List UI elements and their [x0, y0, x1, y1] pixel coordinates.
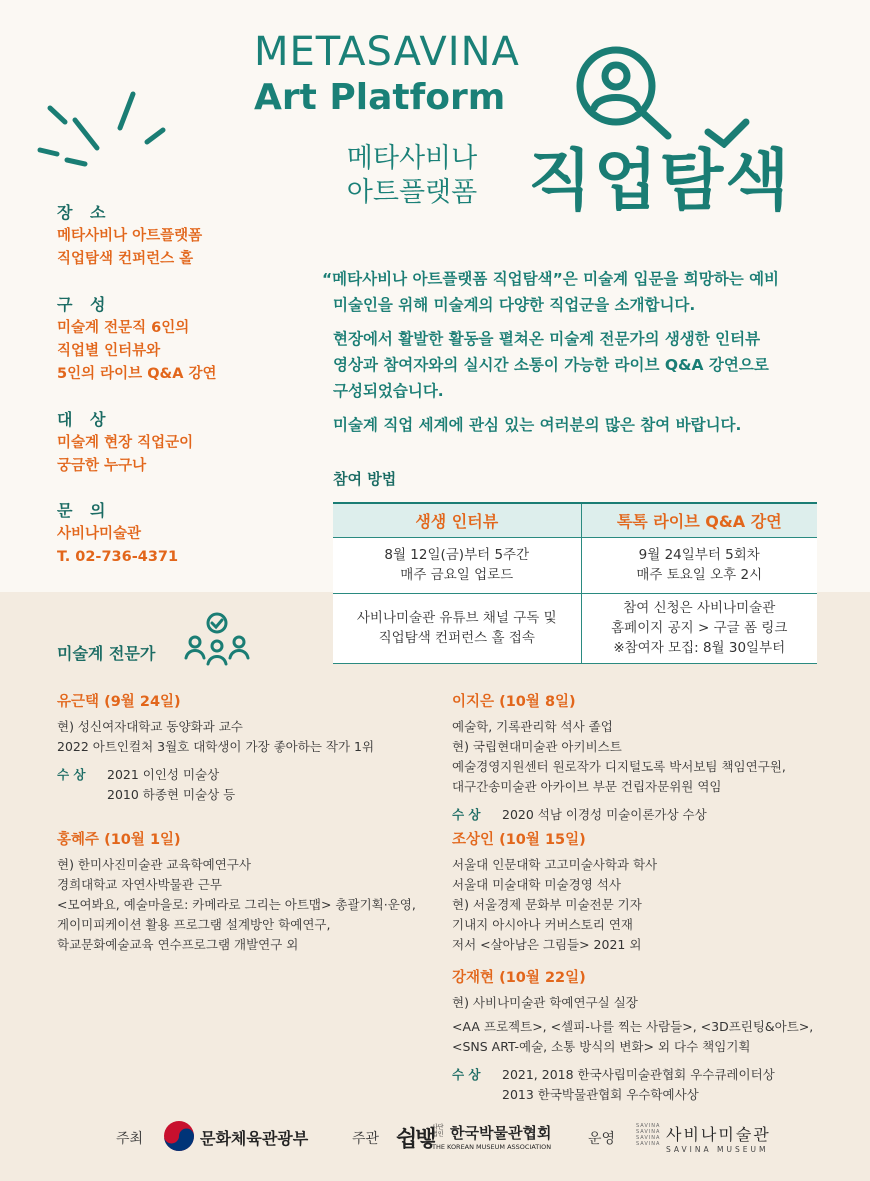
bio-line: <SNS ART-예술, 소통 방식의 변화> 외 다수 책임기획 [452, 1039, 751, 1054]
bio-line: <모여봐요, 예술마을로: 카메라로 그리는 아트맵> 총괄기획·운영, [57, 897, 416, 912]
method-table [333, 502, 817, 664]
expert-hong [57, 828, 447, 955]
intro-line: 구성되었습니다. [333, 382, 444, 400]
brand-line2: Art Platform [254, 77, 506, 118]
info-heading: 대 상 [57, 410, 112, 429]
op-name: 사비나미술관 [666, 1125, 771, 1144]
expert-bio [57, 717, 437, 757]
bio-line: <AA 프로젝트>, <셀피-나를 찍는 사람들>, <3D프린팅&아트>, [452, 1019, 814, 1034]
expert-award [452, 805, 852, 825]
method-cell [581, 537, 817, 593]
subtitle-line1: 메타사비나 [346, 143, 478, 174]
expert-bio [57, 855, 447, 955]
info-heading: 문 의 [57, 501, 112, 520]
info-contact [57, 498, 178, 569]
people-group-icon [183, 612, 251, 670]
method-title: 참여 방법 [333, 470, 397, 488]
cell-line: 매주 금요일 업로드 [400, 567, 514, 583]
award-label: 수 상 [452, 807, 481, 822]
intro-line: 영상과 참여자와의 실시간 소통이 가능한 라이브 Q&A 강연으로 [333, 356, 769, 374]
sparkle-lines-icon [35, 90, 175, 170]
method-cell [333, 537, 581, 593]
expert-name: 강재현 (10월 22일) [452, 970, 586, 986]
expert-name: 유근택 (9월 24일) [57, 694, 181, 710]
main-title: 직업탐색 [528, 142, 792, 219]
info-composition [57, 292, 216, 386]
info-line: 미술계 현장 직업군이 [57, 435, 194, 451]
info-text [57, 523, 178, 569]
info-line: 5인의 라이브 Q&A 강연 [57, 366, 217, 382]
org-english: THE KOREAN MUSEUM ASSOCIATION [432, 1143, 552, 1151]
expert-kang [452, 966, 862, 1105]
bio-line: 예술학, 기록관리학 석사 졸업 [452, 719, 613, 734]
info-target [57, 407, 193, 478]
method-row [333, 537, 817, 593]
method-header-row [333, 503, 817, 537]
method-col-live: 톡톡 라이브 Q&A 강연 [581, 503, 817, 537]
info-line: 미술계 전문직 6인의 [57, 320, 190, 336]
intro-line: 미술인을 위해 미술계의 다양한 직업군을 소개합니다. [333, 296, 696, 314]
bio-line: 현) 사비나미술관 학예연구실 실장 [452, 995, 638, 1010]
kma-logo: 쉽뱋 [396, 1127, 435, 1152]
info-text [57, 432, 193, 478]
experts-title: 미술계 전문가 [57, 644, 156, 663]
bio-line: 게이미피케이션 활용 프로그램 설계방안 학예연구, [57, 917, 331, 932]
expert-cho [452, 828, 852, 955]
info-line: 직업별 인터뷰와 [57, 343, 161, 359]
info-location [57, 200, 202, 271]
cell-line: 8월 12일(금)부터 5주간 [384, 547, 530, 563]
brand-line1: METASAVINA [254, 29, 520, 75]
host-name: 문화체육관광부 [200, 1129, 309, 1148]
method-col-interview: 생생 인터뷰 [333, 503, 581, 537]
info-heading: 장 소 [57, 203, 112, 222]
cell-line: 매주 토요일 오후 2시 [636, 567, 763, 583]
bio-line: 학교문화예술교육 연수프로그램 개발연구 외 [57, 937, 299, 952]
info-line: 사비나미술관 [57, 526, 142, 542]
expert-name: 조상인 (10월 15일) [452, 832, 586, 848]
bio-line: 현) 서울경제 문화부 미술전문 기자 [452, 897, 642, 912]
info-line: T. 02-736-4371 [57, 549, 179, 565]
bio-line: 예술경영지원센터 원로작가 디지털도록 박서보팀 책임연구원, [452, 759, 786, 774]
bio-line: 대구간송미술관 아카이브 부문 건립자문위원 역임 [452, 779, 722, 794]
subtitle [327, 142, 497, 210]
expert-award [452, 1065, 862, 1105]
cell-line: 직업탐색 컨퍼런스 홀 접속 [378, 630, 535, 646]
subtitle-line2: 아트플랫폼 [346, 177, 478, 208]
info-line: 궁금한 누구나 [57, 458, 147, 474]
org-label: 주관 [352, 1131, 380, 1147]
host-label: 주최 [116, 1131, 144, 1147]
method-cell [333, 593, 581, 663]
bio-line: 경희대학교 자연사박물관 근무 [57, 877, 222, 892]
expert-award [57, 765, 437, 805]
intro-line: 미술계 직업 세계에 관심 있는 여러분의 많은 참여 바랍니다. [333, 416, 742, 434]
cell-line: 참여 신청은 사비나미술관 [623, 600, 776, 616]
op-english: SAVINA MUSEUM [666, 1145, 769, 1154]
org-small: 사단법인 [432, 1124, 444, 1138]
bio-line: 2022 아트인컬처 3월호 대학생이 가장 좋아하는 작가 1위 [57, 739, 375, 754]
bio-line: 현) 국립현대미술관 아키비스트 [452, 739, 622, 754]
expert-name: 홍혜주 (10월 1일) [57, 832, 181, 848]
cell-line: 사비나미술관 유튜브 채널 구독 및 [356, 610, 557, 626]
award-label: 수 상 [57, 767, 86, 782]
award-line: 2010 하종현 미술상 등 [107, 787, 236, 802]
person-search-icon [568, 38, 758, 148]
op-label: 운영 [588, 1131, 616, 1147]
bio-line: 현) 성신여자대학교 동양화과 교수 [57, 719, 243, 734]
bio-line: 저서 <살아남은 그림들> 2021 외 [452, 937, 642, 952]
info-line: 직업탐색 컨퍼런스 홀 [57, 251, 194, 267]
expert-bio [452, 855, 852, 955]
intro-line: 현장에서 활발한 활동을 펼쳐온 미술계 전문가의 생생한 인터뷰 [333, 330, 761, 348]
info-text [57, 317, 216, 386]
expert-bio [452, 717, 852, 797]
savina-mark: SAVINA SAVINA SAVINA SAVINA [636, 1123, 661, 1147]
award-label: 수 상 [452, 1067, 481, 1082]
bio-line: 서울대 미술대학 미술경영 석사 [452, 877, 621, 892]
bio-line: 현) 한미사진미술관 교육학예연구사 [57, 857, 251, 872]
intro-text [322, 266, 827, 438]
bio-line: 기내지 아시아나 커버스토리 연재 [452, 917, 633, 932]
expert-lee [452, 690, 852, 825]
taegeuk-icon [163, 1120, 195, 1152]
method-cell [581, 593, 817, 663]
award-line: 2020 석남 이경성 미술이론가상 수상 [502, 807, 707, 822]
cell-line: 9월 24일부터 5회차 [638, 547, 760, 563]
intro-line: “메타사비나 아트플랫폼 직업탐색”은 미술계 입문을 희망하는 예비 [322, 270, 780, 288]
expert-bio [452, 993, 862, 1057]
cell-line: ※참여자 모집: 8월 30일부터 [613, 640, 786, 656]
cell-line: 홈페이지 공지 > 구글 폼 링크 [611, 620, 788, 636]
award-line: 2021, 2018 한국사립미술관협회 우수큐레이터상 [502, 1067, 775, 1082]
info-heading: 구 성 [57, 295, 112, 314]
info-line: 메타사비나 아트플랫폼 [57, 228, 203, 244]
bio-line: 서울대 인문대학 고고미술사학과 학사 [452, 857, 658, 872]
info-text [57, 225, 202, 271]
expert-name: 이지은 (10월 8일) [452, 694, 576, 710]
org-name: 한국박물관협회 [450, 1124, 552, 1142]
expert-yoo [57, 690, 437, 805]
method-row [333, 593, 817, 663]
award-line: 2013 한국박물관협회 우수학예사상 [502, 1087, 699, 1102]
award-line: 2021 이인성 미술상 [107, 767, 220, 782]
